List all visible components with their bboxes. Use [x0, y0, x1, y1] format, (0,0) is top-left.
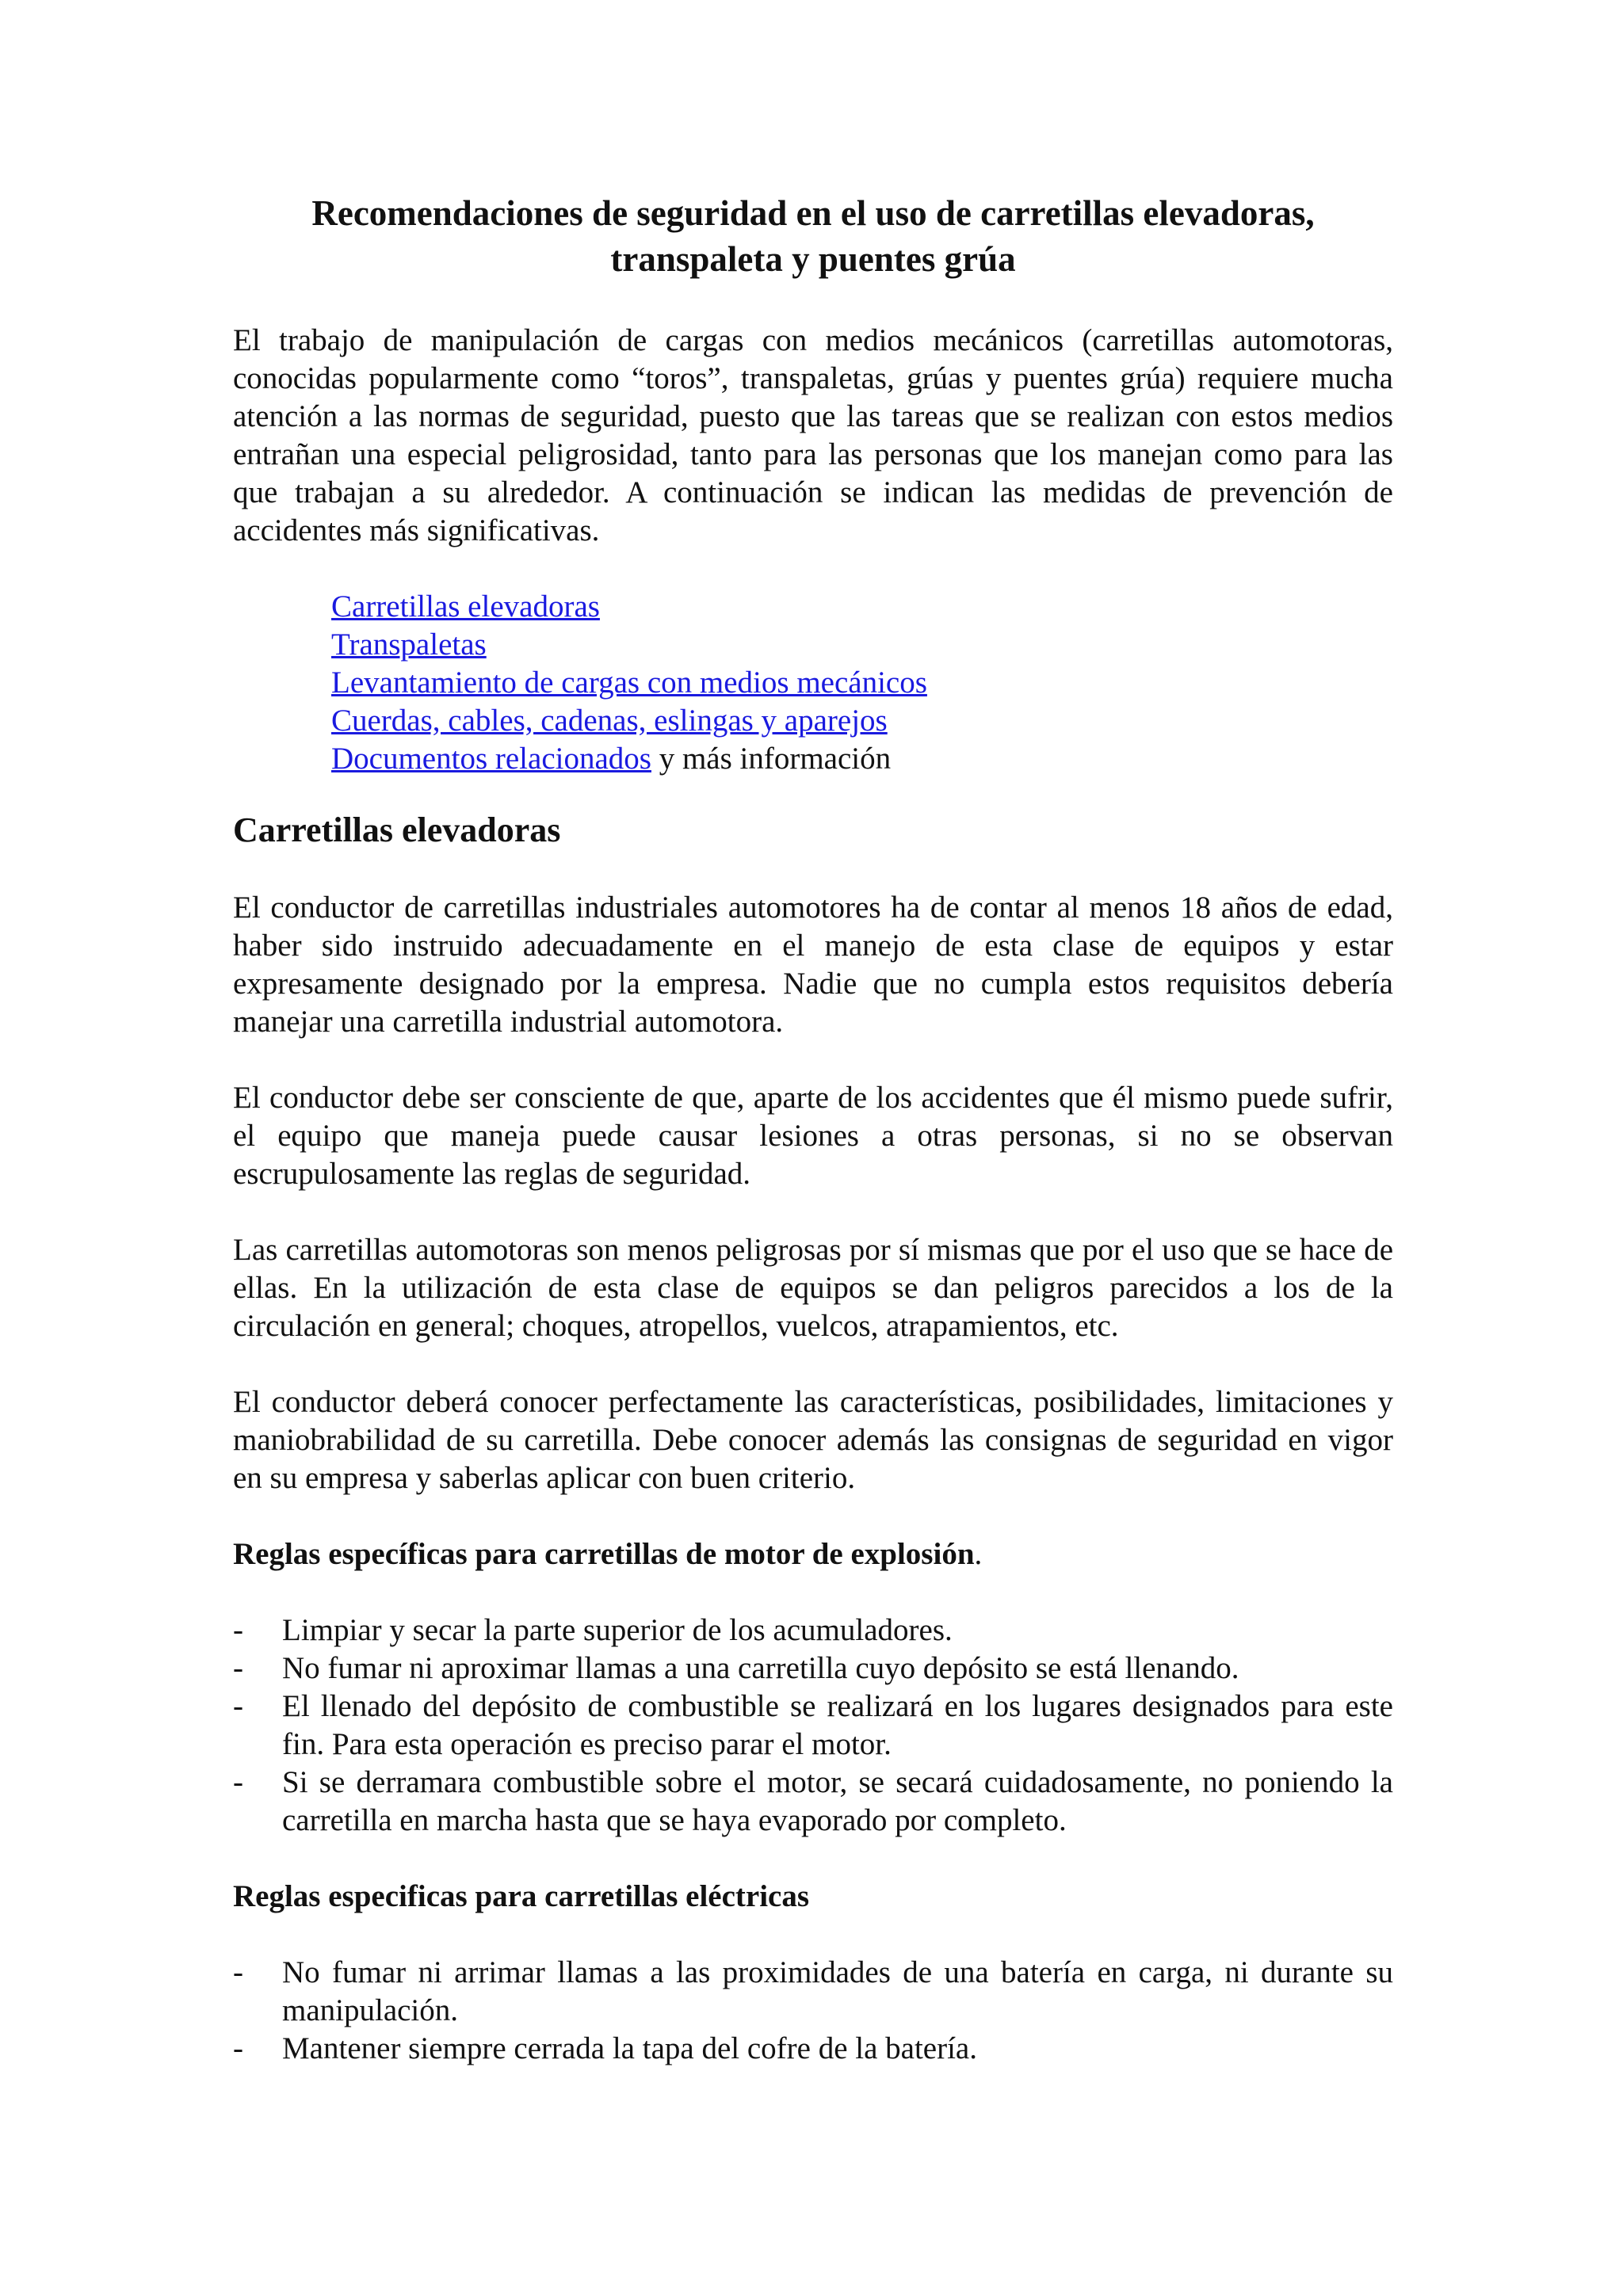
dash-bullet: -: [233, 2031, 243, 2065]
toc-link-cuerdas-cables[interactable]: Cuerdas, cables, cadenas, eslingas y aparejos: [331, 704, 888, 738]
intro-paragraph: El trabajo de manipulación de cargas con medios mecánicos (carretillas automotoras, conocidas popularmente como “toros”, transpaletas, grúas y puentes grúa) requiere mucha atención a las normas de seguridad, puesto que las tareas que se realizan con estos medios entrañan una especial peligrosidad, tanto para las personas que los manejan como para las que trabajan a su alrededor. A continuación se indican las medidas de prevención de accidentes más significativas.: [233, 323, 1393, 547]
list-item: [233, 1650, 1393, 1688]
section-paragraph: El conductor deberá conocer perfectamente las características, posibilidades, limitaciones y maniobrabilidad de su carretilla. Debe conocer además las consignas de seguridad en vigor en su empresa y saberlas aplicar con buen criterio.: [233, 1385, 1393, 1495]
dash-bullet: -: [233, 1955, 243, 1989]
list-item: [233, 2030, 1393, 2068]
subheading-explosion-period: .: [974, 1537, 983, 1571]
list-item-text: No fumar ni aproximar llamas a una carretilla cuyo depósito se está llenando.: [282, 1651, 1239, 1685]
toc-item: [331, 626, 1393, 664]
toc-suffix-text: y más información: [651, 742, 892, 776]
list-item-text: Mantener siempre cerrada la tapa del cofre de la batería.: [282, 2031, 977, 2065]
dash-bullet: -: [233, 1765, 243, 1799]
toc-link-carretillas-elevadoras[interactable]: Carretillas elevadoras: [331, 589, 600, 624]
section-paragraph: El conductor debe ser consciente de que, aparte de los accidentes que él mismo puede sufrir, el equipo que maneja puede causar lesiones a otras personas, si no se observan escrupulosamente las reglas de seguridad.: [233, 1081, 1393, 1191]
dash-bullet: -: [233, 1689, 243, 1723]
list-item: [233, 1954, 1393, 2030]
document-page: [233, 190, 1393, 2106]
toc-item: [331, 588, 1393, 626]
subheading-explosion-rules: [233, 1535, 1393, 1573]
toc-link-transpaletas[interactable]: Transpaletas: [331, 627, 487, 662]
explosion-rules-list: [233, 1611, 1393, 1840]
list-item-text: El llenado del depósito de combustible se realizará en los lugares designados para este fin. Para esta operación es preciso parar el motor.: [282, 1689, 1393, 1761]
list-item-text: Limpiar y secar la parte superior de los acumuladores.: [282, 1613, 953, 1647]
list-item-text: No fumar ni arrimar llamas a las proximidades de una batería en carga, ni durante su manipulación.: [282, 1955, 1393, 2027]
table-of-contents: [331, 588, 1393, 778]
list-item: [233, 1764, 1393, 1840]
document-title-line-1: Recomendaciones de seguridad en el uso de carretillas elevadoras,: [311, 193, 1315, 233]
subheading-explosion-text: Reglas específicas para carretillas de motor de explosión: [233, 1537, 975, 1571]
electric-rules-list: [233, 1954, 1393, 2068]
dash-bullet: -: [233, 1651, 243, 1685]
subheading-electric-rules: Reglas especificas para carretillas eléctricas: [233, 1879, 810, 1913]
list-item: [233, 1611, 1393, 1650]
toc-item: [331, 702, 1393, 740]
list-item: [233, 1688, 1393, 1764]
list-item-text: Si se derramara combustible sobre el motor, se secará cuidadosamente, no poniendo la carretilla en marcha hasta que se haya evaporado por completo.: [282, 1765, 1393, 1837]
toc-link-documentos-relacionados[interactable]: Documentos relacionados: [331, 742, 651, 776]
toc-item: [331, 664, 1393, 702]
section-paragraph: Las carretillas automotoras son menos peligrosas por sí mismas que por el uso que se hace de ellas. En la utilización de esta clase de equipos se dan peligros parecidos a los de la circulación en general; choques, atropellos, vuelcos, atrapamientos, etc.: [233, 1233, 1393, 1343]
document-title: [233, 190, 1393, 282]
toc-item: [331, 740, 1393, 778]
dash-bullet: -: [233, 1613, 243, 1647]
document-title-line-2: transpaleta y puentes grúa: [610, 239, 1016, 279]
toc-link-levantamiento-cargas[interactable]: Levantamiento de cargas con medios mecánicos: [331, 666, 927, 700]
section-paragraph: El conductor de carretillas industriales automotores ha de contar al menos 18 años de edad, haber sido instruido adecuadamente en el manejo de esta clase de equipos y estar expresamente designado por la empresa. Nadie que no cumpla estos requisitos debería manejar una carretilla industrial automotora.: [233, 891, 1393, 1039]
section-heading-carretillas-elevadoras: Carretillas elevadoras: [233, 810, 561, 849]
